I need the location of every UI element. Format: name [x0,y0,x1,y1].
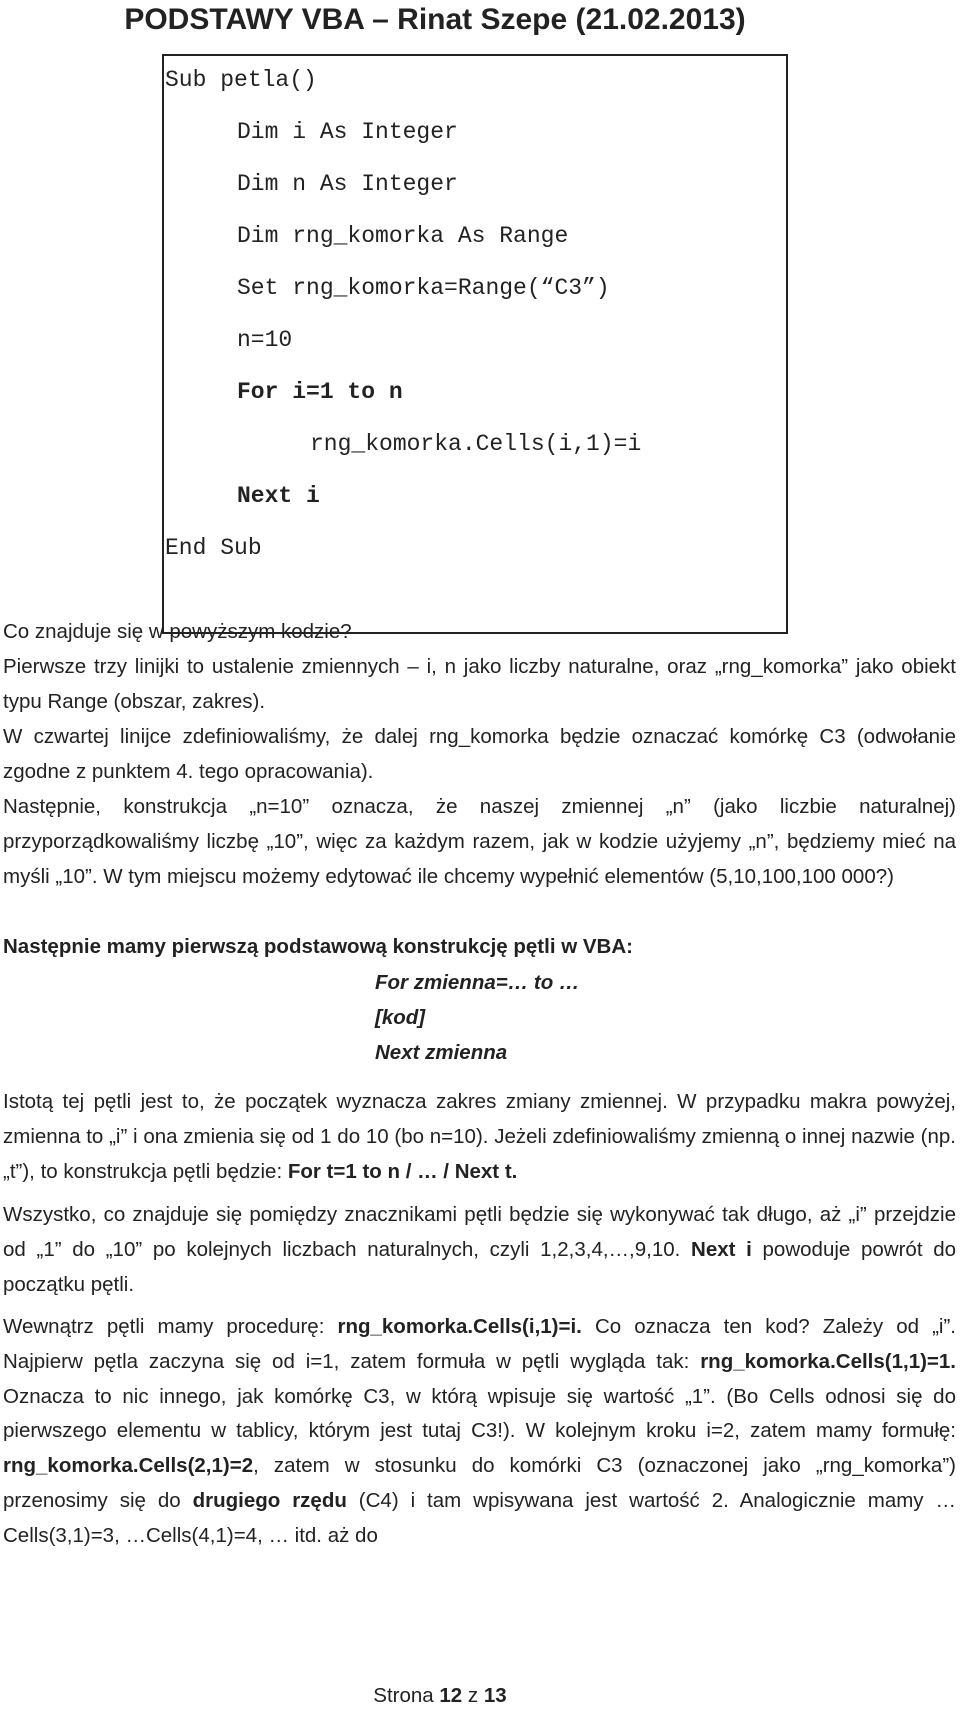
paragraph-7-text-d: , zatem w stosunku do komórki C3 (oznaczonej jako „rng_komorka”) przenosimy się do [3,1454,956,1512]
footer-label: Strona [373,1684,434,1707]
paragraph-7 [3,1310,956,1554]
paragraph-7-bold-a: rng_komorka.Cells(i,1)=i. [337,1315,582,1338]
code-line-6: n=10 [237,327,293,353]
paragraph-6 [3,1198,956,1302]
paragraph-6-text: Wszystko, co znajduje się pomiędzy znacznikami pętli będzie się wykonywać tak długo, aż „i” przejdzie od „1” do „10” po kolejnych liczbach naturalnych, czyli 1,2,3,4,…,9,10. [3,1203,956,1261]
code-line-1: Sub petla() [165,67,317,93]
question-line: Co znajduje się w powyższym kodzie? [3,620,352,643]
paragraph-7-bold-d: drugiego rzędu [192,1488,347,1512]
paragraph-4: Następnie mamy pierwszą podstawową konstrukcję pętli w VBA: [3,935,633,958]
paragraph-5-bold: For t=1 to n / … / Next t. [287,1159,518,1183]
code-line-8: rng_komorka.Cells(i,1)=i [310,431,642,457]
paragraph-1: Pierwsze trzy linijki to ustalenie zmiennych – i, n jako liczby naturalne, oraz „rng_komorka” jako obiekt typu Range (obszar, zakres). [3,655,956,713]
paragraph-7-text-c: Oznacza to nic innego, jak komórkę C3, w którą wpisuje się wartość „1”. (Bo Cells odnosi się do pierwszego elementu w tablicy, którym jest tutaj C3!). W kolejnym kroku i=2, zatem mamy formułę: [3,1384,956,1443]
code-line-4: Dim rng_komorka As Range [237,223,569,249]
footer-current-page: 12 [439,1684,463,1707]
footer-separator: z [467,1684,479,1707]
paragraph-7-text-b: Co oznacza ten kod? Zależy od „i”. Najpierw pętla zaczyna się od i=1, zatem formuła w pętli wygląda tak: [3,1315,956,1373]
code-line-10: End Sub [165,535,262,561]
page-footer [0,1682,920,1710]
code-line-7: For i=1 to n [237,379,403,405]
paragraph-6-bold: Next i [691,1237,752,1261]
code-line-9: Next i [237,483,320,509]
paragraph-7-text-a: Wewnątrz pętli mamy procedurę: [3,1315,338,1338]
paragraph-5 [3,1085,956,1189]
code-line-2: Dim i As Integer [237,119,458,145]
loop-line-3: Next zmienna [375,1041,508,1064]
paragraph-2: W czwartej linijce zdefiniowaliśmy, że dalej rng_komorka będzie oznaczać komórkę C3 (odwołanie zgodne z punktem 4. tego opracowania). [3,725,956,783]
paragraph-7-text-e: (C4) i tam wpisywana jest wartość 2. Analogicznie mamy …Cells(3,1)=3, …Cells(4,1)=4, … itd. aż do [3,1488,956,1547]
paragraph-3: Następnie, konstrukcja „n=10” oznacza, że naszej zmiennej „n” (jako liczbie naturalnej) przyporządkowaliśmy liczbę „10”, więc za każdym razem, jak w kodzie użyjemy „n”, będziemy mieć na myśli „10”. W tym miejscu możemy edytować ile chcemy wypełnić elementów (5,10,100,100 000?) [3,795,956,888]
page-header: PODSTAWY VBA – Rinat Szepe (21.02.2013) [124,3,746,36]
paragraph-6-tail: powoduje powrót do początku pętli. [3,1237,956,1296]
paragraph-5-text: Istotą tej pętli jest to, że początek wyznacza zakres zmiany zmiennej. W przypadku makra powyżej, zmienna to „i” i ona zmienia się od 1 do 10 (bo n=10). Jeżeli zdefiniowaliśmy zmienną o innej nazwie (np. „t”), to konstrukcja pętli będzie: [3,1090,956,1183]
loop-line-1: For zmienna=… to … [375,971,580,994]
loop-line-2: [kod] [375,1006,426,1029]
paragraph-7-bold-c: rng_komorka.Cells(2,1)=2 [3,1454,254,1478]
code-line-3: Dim n As Integer [237,171,458,197]
footer-total-pages: 13 [483,1684,507,1707]
paragraph-7-bold-b: rng_komorka.Cells(1,1)=1. [700,1349,956,1373]
code-line-5: Set rng_komorka=Range(“C3”) [237,275,610,301]
